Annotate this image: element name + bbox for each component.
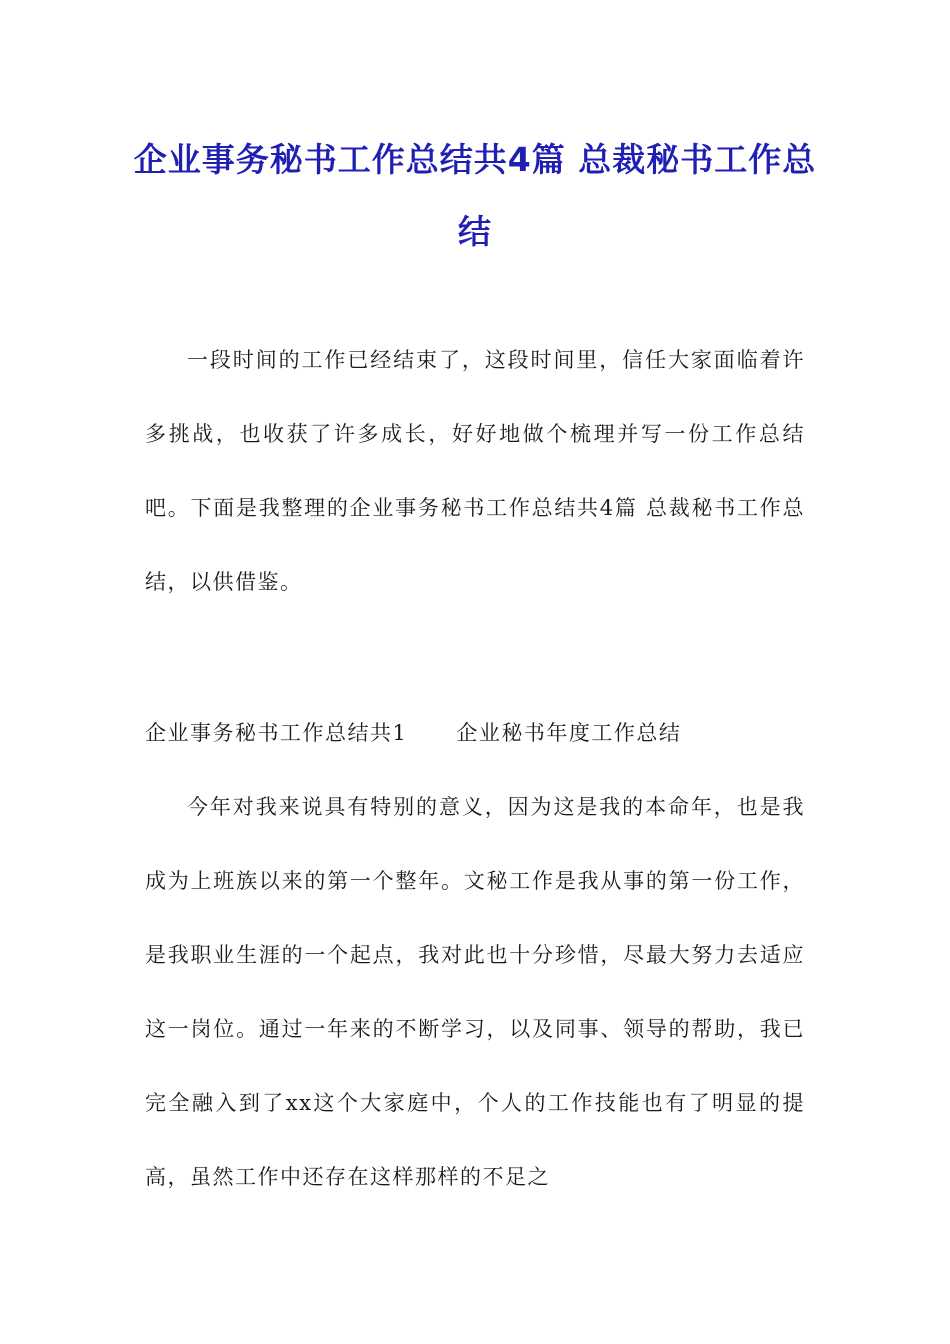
section-paragraph: 今年对我来说具有特别的意义，因为这是我的本命年，也是我成为上班族以来的第一个整年。文秘工作是我从事的第一份工作，是我职业生涯的一个起点，我对此也十分珍惜，尽最大努力去适应这一岗位。通过一年来的不断学习，以及同事、领导的帮助，我已完全融入到了xx这个大家庭中，个人的工作技能也有了明显的提高，虽然工作中还存在这样那样的不足之 — [145, 795, 805, 1189]
document-title: 企业事务秘书工作总结共4篇 总裁秘书工作总结 — [133, 140, 817, 251]
section-heading: 企业事务秘书工作总结共1 企业秘书年度工作总结 — [145, 721, 682, 745]
intro-paragraph: 一段时间的工作已经结束了，这段时间里，信任大家面临着许多挑战，也收获了许多成长，好好地做个梳理并写一份工作总结吧。下面是我整理的企业事务秘书工作总结共4篇 总裁秘书工作总结，以供借鉴。 — [145, 348, 805, 594]
